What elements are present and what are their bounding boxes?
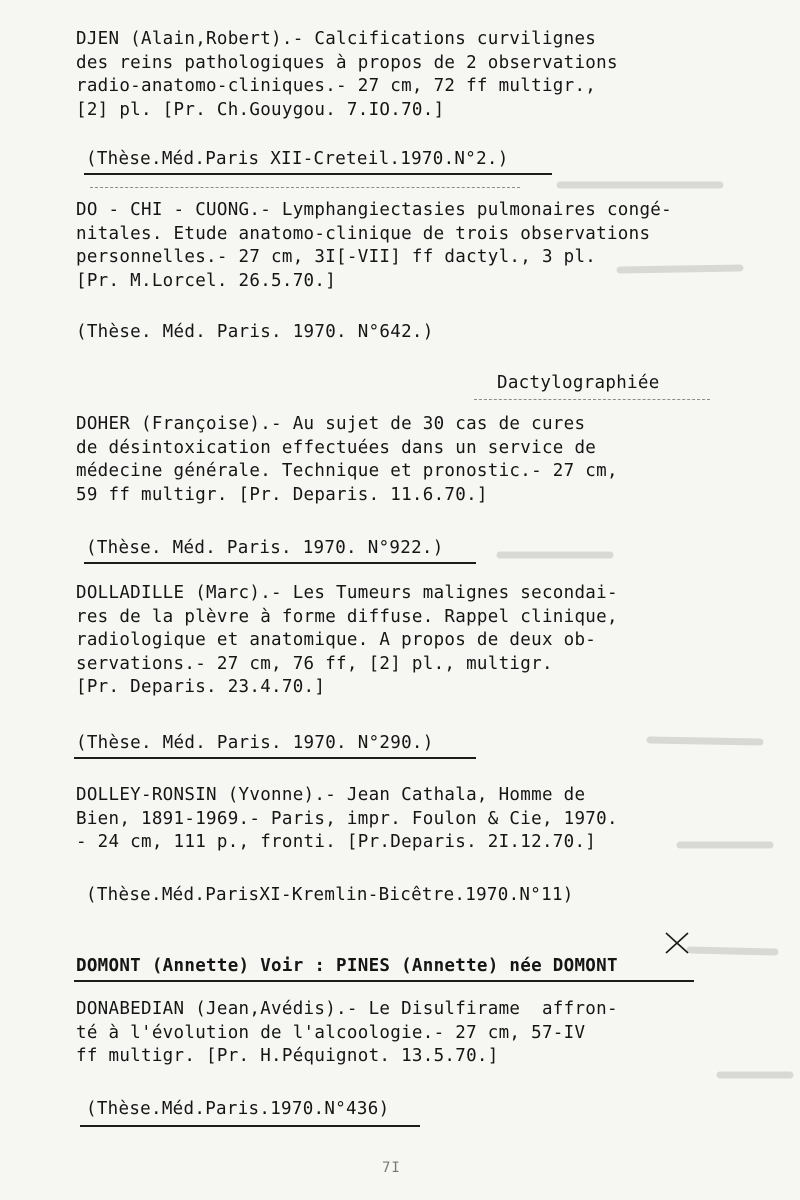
entry-line: DJEN (Alain,Robert).- Calcifications curvilignes <box>76 29 597 49</box>
entry-line: 59 ff multigr. [Pr. Deparis. 11.6.70.] <box>76 484 488 505</box>
cross-out-mark <box>664 931 690 955</box>
entry-line: DOHER (Françoise).- Au sujet de 30 cas de cures <box>76 414 586 434</box>
entry-line: res de la plèvre à forme diffuse. Rappel clinique, <box>76 606 618 627</box>
catalog-entry-donabedian <box>76 998 736 1069</box>
cross-reference-underline <box>74 980 694 982</box>
entry-line: - 24 cm, 111 p., fronti. [Pr.Deparis. 2I.12.70.] <box>76 832 597 852</box>
entry-line: servations.- 27 cm, 76 ff, [2] pl., multigr. <box>76 653 553 674</box>
entry-line: [Pr. M.Lorcel. 26.5.70.] <box>76 270 337 291</box>
typescript-marker: Dactylographiée <box>497 373 660 393</box>
entry-line: DOLLADILLE (Marc).- Les Tumeurs malignes secondai- <box>76 583 618 603</box>
catalog-entry-dolley-ronsin <box>76 784 736 855</box>
entry-line: té à l'évolution de l'alcoologie.- 27 cm, 57-IV <box>76 1022 586 1043</box>
thesis-citation: (Thèse.Méd.Paris XII-Creteil.1970.N°2.) <box>86 149 509 169</box>
entry-line: radiologique et anatomique. A propos de deux ob- <box>76 630 597 650</box>
cross-reference: DOMONT (Annette) Voir : PINES (Annette) née DOMONT <box>76 956 618 976</box>
entry-line: DONABEDIAN (Jean,Avédis).- Le Disulfirame affron- <box>76 999 618 1019</box>
catalog-entry-do-chi-cuong <box>76 199 736 293</box>
page-number: 7I <box>382 1160 401 1176</box>
entry-line: personnelles.- 27 cm, 3I[-VII] ff dactyl., 3 pl. <box>76 247 597 267</box>
entry-line: médecine générale. Technique et pronostic.- 27 cm, <box>76 461 618 481</box>
entry-line: DO - CHI - CUONG.- Lymphangiectasies pulmonaires congé- <box>76 200 672 220</box>
thesis-citation: (Thèse. Méd. Paris. 1970. N°290.) <box>76 733 434 753</box>
entry-line: nitales. Etude anatomo-clinique de trois observations <box>76 223 651 244</box>
entry-line: ff multigr. [Pr. H.Péquignot. 13.5.70.] <box>76 1046 499 1066</box>
entry-line: des reins pathologiques à propos de 2 observations <box>76 52 618 73</box>
catalog-entry-djen <box>76 28 736 122</box>
entry-line: radio-anatomo-cliniques.- 27 cm, 72 ff multigr., <box>76 76 597 96</box>
thesis-citation: (Thèse.Méd.ParisXI-Kremlin-Bicêtre.1970.N°11) <box>86 885 574 905</box>
citation-underline <box>84 173 552 175</box>
separator-rule <box>474 399 710 400</box>
citation-underline <box>84 562 476 564</box>
thesis-citation: (Thèse.Méd.Paris.1970.N°436) <box>86 1099 390 1119</box>
entry-line: DOLLEY-RONSIN (Yvonne).- Jean Cathala, Homme de <box>76 785 586 805</box>
thesis-citation: (Thèse. Méd. Paris. 1970. N°922.) <box>86 538 444 558</box>
citation-underline <box>74 757 476 759</box>
catalog-entry-doher <box>76 413 736 507</box>
separator-rule <box>90 187 520 188</box>
entry-line: Bien, 1891-1969.- Paris, impr. Foulon & Cie, 1970. <box>76 808 618 829</box>
entry-line: de désintoxication effectuées dans un service de <box>76 437 597 458</box>
entry-line: [2] pl. [Pr. Ch.Gouygou. 7.IO.70.] <box>76 99 445 120</box>
catalog-entry-dolladille <box>76 582 736 700</box>
citation-underline <box>80 1125 420 1127</box>
thesis-citation: (Thèse. Méd. Paris. 1970. N°642.) <box>76 322 434 342</box>
entry-line: [Pr. Deparis. 23.4.70.] <box>76 677 326 697</box>
